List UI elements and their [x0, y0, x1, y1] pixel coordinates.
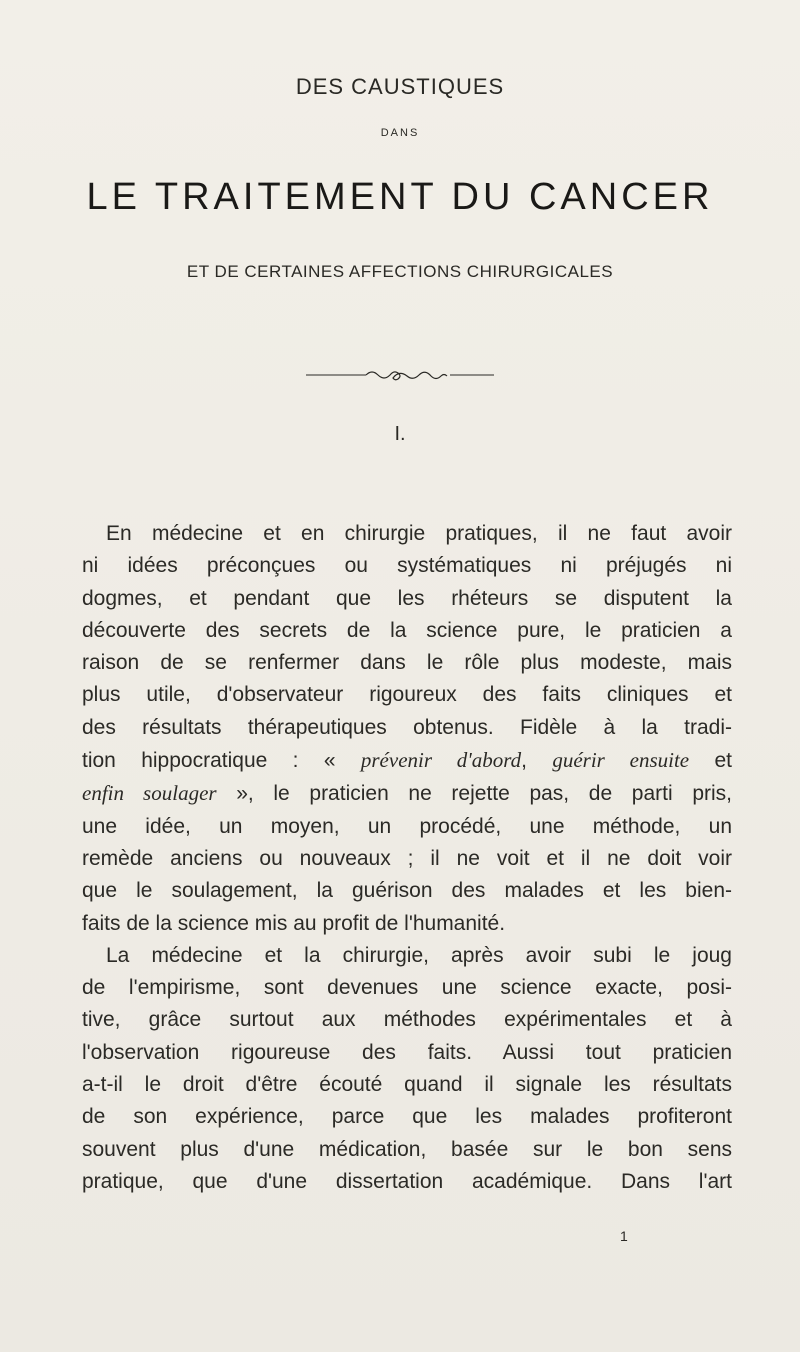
ornament-divider: [300, 368, 500, 382]
italic-run: guérir ensuite: [552, 748, 690, 773]
text-line: dogmes, et pendant que les rhéteurs se disputent la: [82, 586, 732, 610]
italic-run: prévenir d'abord: [360, 748, 522, 773]
text-line: a-t-il le droit d'être écouté quand il signale les résultats: [82, 1073, 732, 1097]
text-line: que le soulagement, la guérison des malades et les bien-: [82, 879, 732, 903]
title-line-3: LE TRAITEMENT DU CANCER: [86, 176, 714, 218]
text-line: souvent plus d'une médication, basée sur le bon sens: [82, 1137, 732, 1161]
text-line: des résultats thérapeutiques obtenus. Fidèle à la tradi-: [82, 715, 732, 739]
text-line: tive, grâce surtout aux méthodes expérimentales et à: [82, 1008, 732, 1032]
text-line: ni idées préconçues ou systématiques ni préjugés ni: [82, 554, 732, 578]
text-run: ,: [521, 749, 553, 773]
text-line: pratique, que d'une dissertation académique. Dans l'art: [82, 1169, 732, 1193]
text-line: faits de la science mis au profit de l'humanité.: [82, 911, 506, 935]
body-text: [82, 518, 732, 1198]
text-line: En médecine et en chirurgie pratiques, il ne faut avoir: [106, 522, 732, 545]
text-run: et: [689, 749, 732, 773]
title-line-1: DES CAUSTIQUES: [295, 74, 505, 99]
title-line-4: ET DE CERTAINES AFFECTIONS CHIRURGICALES: [186, 262, 614, 281]
text-line: La médecine et la chirurgie, après avoir subi le joug: [106, 943, 732, 967]
text-line: l'observation rigoureuse des faits. Aussi tout praticien: [82, 1040, 732, 1064]
text-run: tion hippocratique : «: [82, 749, 361, 773]
text-line: une idée, un moyen, un procédé, une méthode, un: [82, 814, 732, 838]
italic-run: enfin soulager: [82, 781, 217, 806]
text-line: découverte des secrets de la science pure, le praticien a: [82, 618, 732, 642]
signature-mark: 1: [620, 1228, 628, 1244]
text-line: raison de se renfermer dans le rôle plus modeste, mais: [82, 651, 732, 675]
text-line: remède anciens ou nouveaux ; il ne voit et il ne doit voir: [82, 846, 732, 870]
text-line: de son expérience, parce que les malades profiteront: [82, 1105, 732, 1129]
section-number: I.: [394, 423, 406, 445]
text-line: [82, 777, 732, 810]
title-line-2: DANS: [380, 127, 420, 139]
text-run: », le praticien ne rejette pas, de parti pris,: [216, 782, 732, 806]
text-line: plus utile, d'observateur rigoureux des faits cliniques et: [82, 683, 732, 707]
text-line: [82, 744, 732, 777]
text-line: de l'empirisme, sont devenues une science exacte, posi-: [82, 976, 732, 1000]
